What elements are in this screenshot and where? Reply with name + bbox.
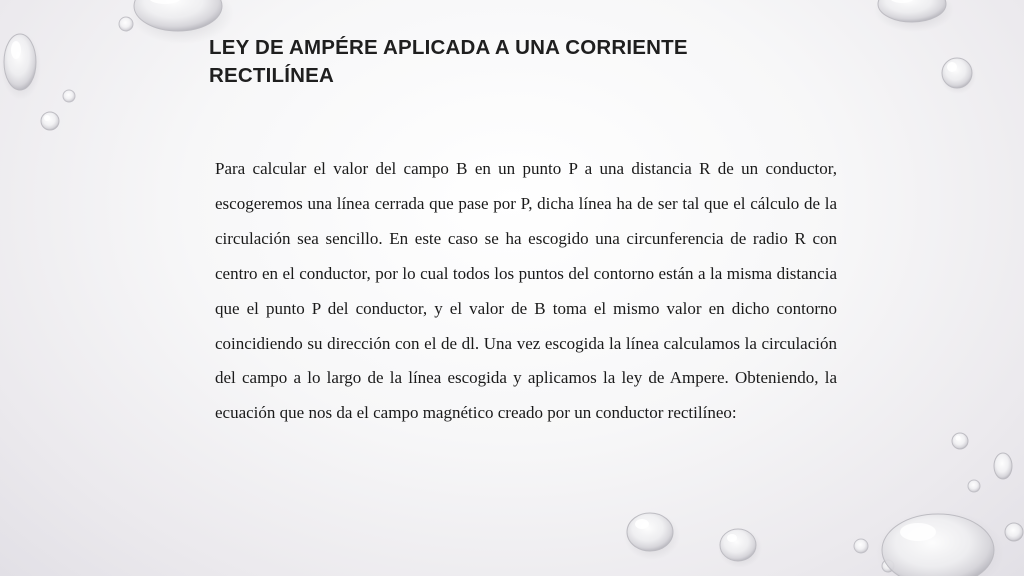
- drop-bottom-right-small: [1005, 523, 1023, 541]
- drop-right-small-1: [952, 433, 968, 449]
- drop-top-right-large: [874, 0, 954, 32]
- drop-right-small-2: [994, 453, 1012, 479]
- drop-right-medium: [940, 58, 976, 94]
- drop-left-medium: [1, 32, 41, 100]
- drop-right-small-3: [968, 480, 980, 492]
- slide-body-paragraph: Para calcular el valor del campo B en un punto P a una distancia R de un conductor, escogeremos una línea cerrada que pase por P, dicha línea ha de ser tal que el cálculo de la circulación sea sencillo. En este caso se ha escogido una circunferencia de radio R con centro en el conductor, por lo cual todos los puntos del contorno están a la misma distancia que el punto P del conductor, y el valor de B toma el mismo valor en dicho contorno coincidiendo su dirección con el de dl. Una vez escogida la línea calculamos la circulación del campo a lo largo de la línea escogida y aplicamos la ley de Ampere. Obteniendo, la ecuación que nos da el campo magnético creado por un conductor rectilíneo:: [215, 159, 837, 423]
- drop-bottom-medium-2: [718, 528, 762, 568]
- slide-title: LEY DE AMPÉRE APLICADA A UNA CORRIENTE RECTILÍNEA: [209, 36, 688, 87]
- drop-left-small-3: [41, 112, 59, 130]
- drop-bottom-right-large: [876, 510, 1004, 576]
- drop-left-small-2: [63, 90, 75, 102]
- drop-top-left-small-1: [119, 17, 133, 31]
- drop-bottom-medium-1: [624, 512, 680, 560]
- drop-bottom-small-1: [854, 539, 868, 553]
